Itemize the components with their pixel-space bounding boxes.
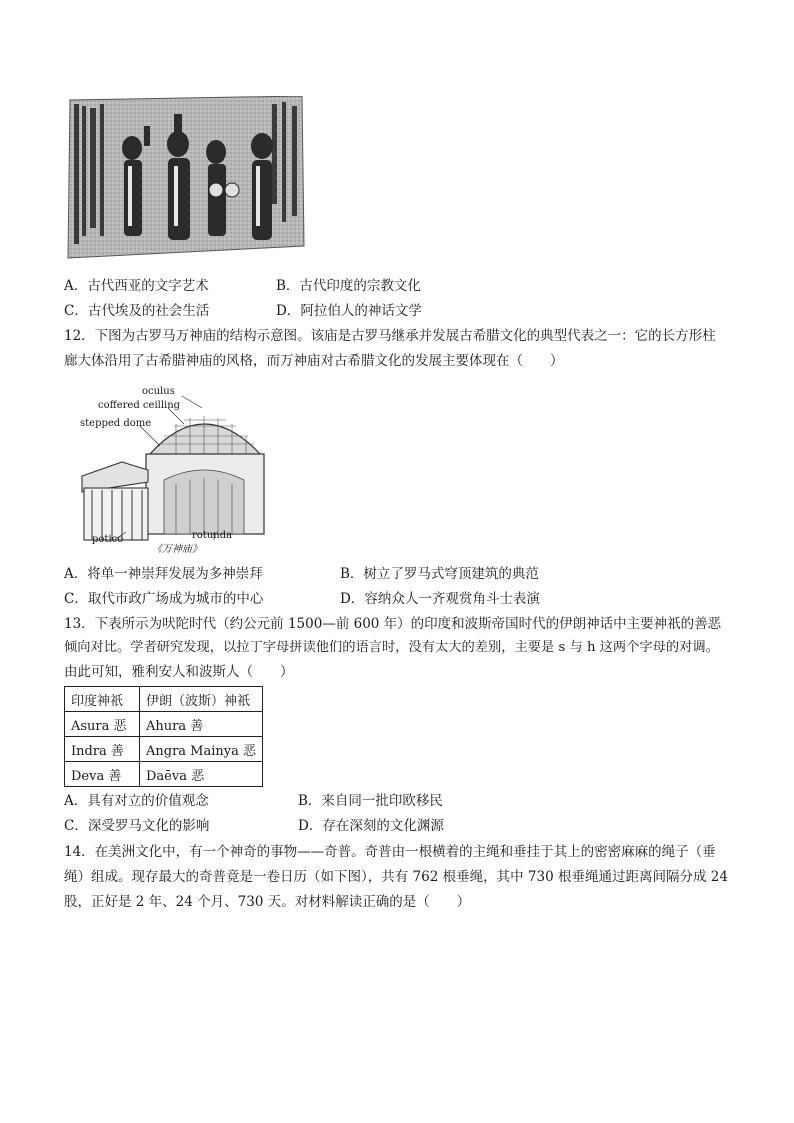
table-row	[65, 762, 263, 787]
q12-option-d: D．容纳众人一齐观赏角斗士表演	[340, 591, 540, 607]
q14-stem-line-1: 14．在美洲文化中，有一个神奇的事物——奇普。奇普由一根横着的主绳和垂挂于其上的密密麻麻的绳子（垂	[64, 844, 716, 860]
q13-option-d: D．存在深刻的文化渊源	[298, 818, 444, 834]
table-cell: Deva 善	[65, 762, 140, 787]
label-potico: potico	[92, 534, 124, 545]
q11-option-b: B．古代印度的宗教文化	[276, 278, 421, 294]
q13-stem-line-1: 13．下表所示为吠陀时代（约公元前 1500—前 600 年）的印度和波斯帝国时代的伊朗神话中主要神祇的善恶	[64, 616, 722, 632]
table-cell: Angra Mainya 恶	[140, 737, 263, 762]
table-header-row	[65, 687, 263, 712]
table-row	[65, 737, 263, 762]
q12-option-a: A．将单一神崇拜发展为多神崇拜	[64, 566, 263, 582]
table-header-cell: 印度神祇	[65, 687, 140, 712]
q13-option-a: A．具有对立的价值观念	[64, 793, 209, 809]
q11-option-a: A．古代西亚的文字艺术	[64, 278, 209, 294]
q14-stem-line-3: 股，正好是 2 年、24 个月、730 天。对材料解读正确的是（ ）	[64, 894, 471, 910]
label-oculus: oculus	[142, 386, 175, 397]
figure-caption-pantheon: 《万神庙》	[152, 544, 202, 555]
q12-stem-line-1: 12．下图为古罗马万神庙的结构示意图。该庙是古罗马继承并发展古希腊文化的典型代表之一：它的长方形柱	[64, 328, 716, 344]
q11-option-d: D．阿拉伯人的神话文学	[276, 303, 422, 319]
egyptian-relief-image	[66, 96, 306, 260]
q13-option-b: B．来自同一批印欧移民	[298, 793, 443, 809]
q13-stem-line-2: 倾向对比。学者研究发现，以拉丁字母拼读他们的语言时，没有太大的差别，主要是 s 与 h 这两个字母的对调。	[64, 640, 719, 655]
table-cell: Indra 善	[65, 737, 140, 762]
q14-stem-line-2: 绳）组成。现存最大的奇普竟是一卷日历（如下图），共有 762 根垂绳，其中 730 根垂绳通过距离间隔分成 24	[64, 869, 728, 885]
table-cell: Ahura 善	[140, 712, 263, 737]
table-header-cell: 伊朗（波斯）神祇	[140, 687, 263, 712]
q13-option-c: C．深受罗马文化的影响	[64, 818, 210, 834]
table-row	[65, 712, 263, 737]
q12-option-b: B．树立了罗马式穹顶建筑的典范	[340, 566, 539, 582]
deity-comparison-table	[64, 686, 263, 787]
table-cell: Asura 恶	[65, 712, 140, 737]
table-cell: Daēva 恶	[140, 762, 263, 787]
label-stepped-dome: stepped dome	[80, 418, 152, 429]
q12-stem-line-2: 廊大体沿用了古希腊神庙的风格，而万神庙对古希腊文化的发展主要体现在（ ）	[64, 353, 564, 369]
q12-option-c: C．取代市政广场成为城市的中心	[64, 591, 264, 607]
label-coffered-ceiling: coffered ceilling	[98, 400, 181, 411]
q11-option-c: C．古代埃及的社会生活	[64, 303, 210, 319]
label-rotunda: rotunda	[192, 530, 233, 541]
q13-stem-line-3: 由此可知，雅利安人和波斯人（ ）	[64, 664, 294, 680]
pantheon-diagram	[64, 384, 274, 559]
